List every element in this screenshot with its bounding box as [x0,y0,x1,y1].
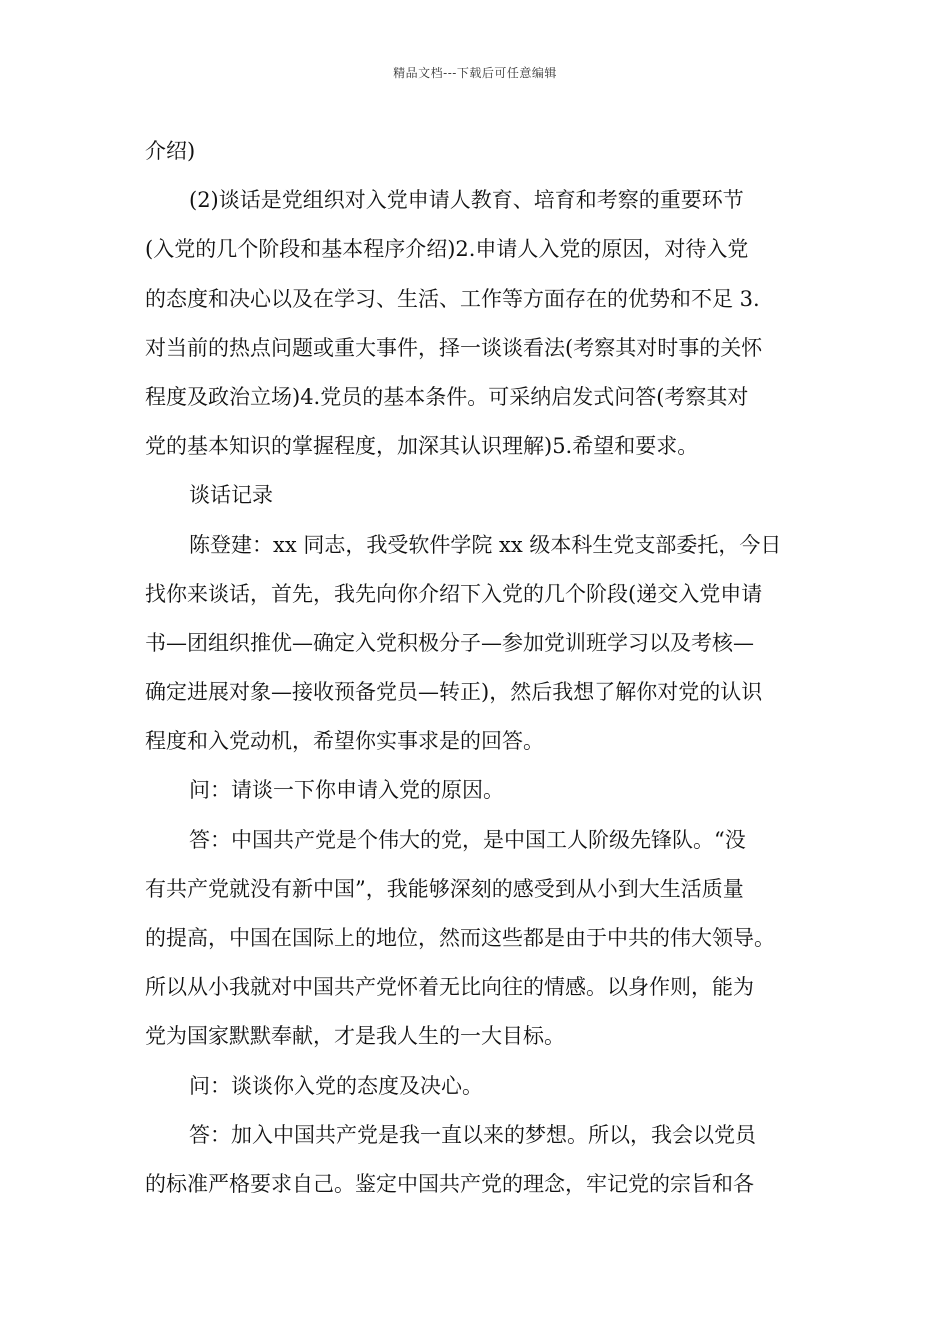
text-line: 党的基本知识的掌握程度，加深其认识理解)5.希望和要求。 [145,434,699,459]
text-line: 陈登建：xx 同志，我受软件学院 xx 级本科生党支部委托，今日 [189,532,782,557]
text-line: (入党的几个阶段和基本程序介绍)2.申请人入党的原因，对待入党 [145,237,749,262]
text-line: 书—团组织推优—确定入党积极分子—参加党训班学习以及考核— [145,630,754,655]
document-body [145,127,805,1209]
text-line: 确定进展对象—接收预备党员—转正)，然后我想了解你对党的认识 [145,680,763,705]
page-header: 精品文档---下载后可任意编辑 [393,66,557,80]
text-line: 的态度和决心以及在学习、生活、工作等方面存在的优势和不足 3. [145,286,760,311]
text-line: 程度及政治立场)4.党员的基本条件。可采纳启发式问答(考察其对 [145,384,749,409]
text-line: (2)谈话是党组织对入党申请人教育、培育和考察的重要环节 [189,188,744,213]
section-heading: 谈话记录 [189,483,273,508]
text-line: 党为国家默默奉献，才是我人生的一大目标。 [145,1024,565,1049]
answer-line: 答：加入中国共产党是我一直以来的梦想。所以，我会以党员 [189,1122,756,1147]
text-line: 的标准严格要求自己。鉴定中国共产党的理念，牢记党的宗旨和各 [145,1171,754,1196]
text-line: 的提高，中国在国际上的地位，然而这些都是由于中共的伟大领导。 [145,926,775,950]
text-line: 程度和入党动机，希望你实事求是的回答。 [145,729,544,754]
text-line: 找你来谈话，首先，我先向你介绍下入党的几个阶段(递交入党申请 [145,581,763,606]
answer-line: 答：中国共产党是个伟大的党，是中国工人阶级先锋队。“没 [189,827,746,852]
text-line: 有共产党就没有新中国”，我能够深刻的感受到从小到大生活质量 [145,876,744,901]
text-line: 介绍) [145,139,196,163]
text-line: 对当前的热点问题或重大事件，择一谈谈看法(考察其对时事的关怀 [145,335,763,360]
question-line: 问：请谈一下你申请入党的原因。 [189,778,504,803]
question-line: 问：谈谈你入党的态度及决心。 [189,1073,483,1098]
text-line: 所以从小我就对中国共产党怀着无比向往的情感。以身作则，能为 [145,975,754,1000]
